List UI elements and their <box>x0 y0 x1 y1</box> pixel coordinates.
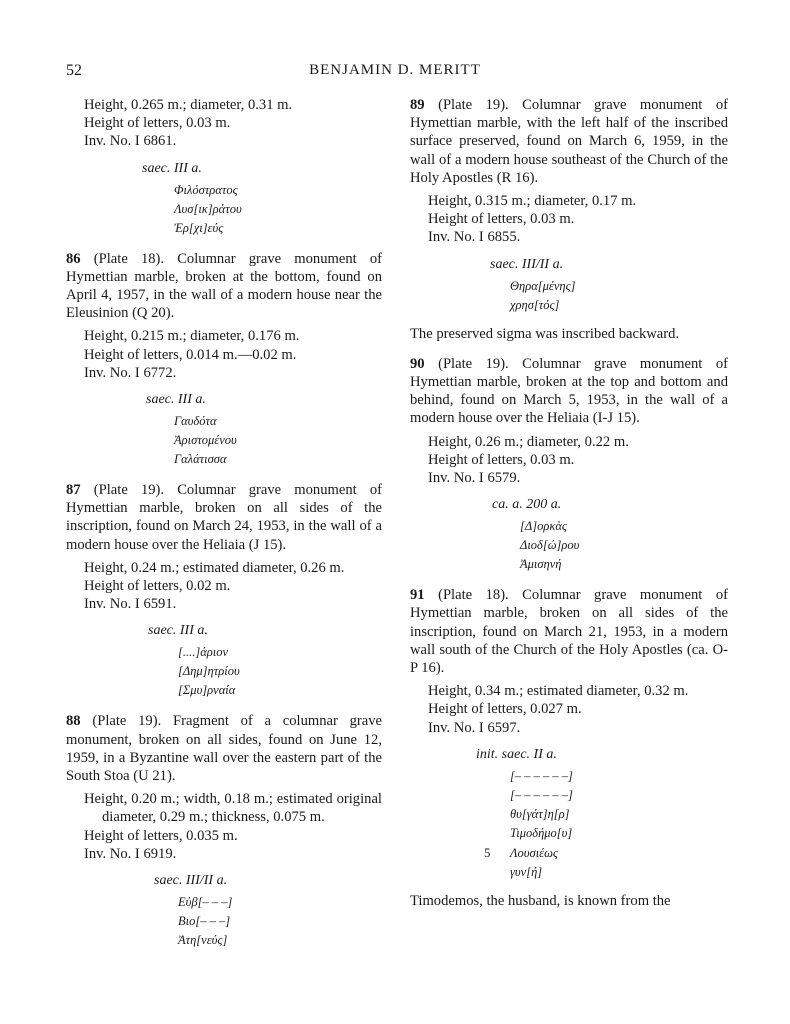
page-number: 52 <box>66 62 82 79</box>
inscription-line: [Δ]ορκὰς <box>520 519 567 534</box>
letter-height-line: Height of letters, 0.035 m. <box>84 827 238 844</box>
inscription-line: [– – – – – –] <box>510 787 573 802</box>
inscription-line: Ἀτη[νεύς] <box>178 933 228 948</box>
height-line: Height, 0.26 m.; diameter, 0.22 m. <box>428 433 629 450</box>
inscription-line: [– – – – – –] <box>510 768 573 783</box>
inventory-line: Inv. No. I 6579. <box>428 470 521 487</box>
entry-text: (Plate 19). Columnar grave monument of Hymettian marble, broken on all sides of the inscription, found on March 24, 1953, in the wall of a modern house over the Heliaia (J 15). <box>66 482 382 553</box>
entry-number: 87 <box>66 482 81 499</box>
line-number: 5 <box>484 844 491 860</box>
entry-text: (Plate 19). Columnar grave monument of Hymettian marble, with the left half of the inscribed surface preserved, found on March 6, 1959, in the wall of a modern house southeast of the Church of the Holy Apostles (R 16). <box>410 97 728 186</box>
letter-height-line: Height of letters, 0.02 m. <box>84 578 231 595</box>
inscription-line: θυ[γάτ]η[ρ] <box>510 806 570 821</box>
inscription-line: [....]άριον <box>178 645 229 660</box>
entry-87 <box>66 481 382 700</box>
height-line: Height, 0.24 m.; estimated diameter, 0.26 m. <box>84 559 345 576</box>
inventory-line: Inv. No. I 6861. <box>84 133 177 150</box>
inscription-text <box>410 277 728 315</box>
page-header <box>0 62 790 84</box>
inscription-line: Γαλάτισσα <box>174 452 227 467</box>
height-line: Height, 0.34 m.; estimated diameter, 0.32 m. <box>428 683 689 700</box>
inscription-line: χρησ[τός] <box>510 297 560 312</box>
inventory-line: Inv. No. I 6772. <box>84 364 177 381</box>
inventory-line: Inv. No. I 6919. <box>84 845 177 862</box>
height-line: Height, 0.315 m.; diameter, 0.17 m. <box>428 193 637 210</box>
date-line: saec. III/II a. <box>154 873 228 889</box>
inscription-line: Βιο[– – –] <box>178 914 231 929</box>
inscription-text <box>66 412 382 469</box>
entry-meta <box>410 192 728 247</box>
entry-number: 89 <box>410 97 425 113</box>
height-line: Height, 0.20 m.; width, 0.18 m.; estimated original diameter, 0.29 m.; thickness, 0.075 m. <box>84 791 382 826</box>
right-column <box>410 96 728 910</box>
inscription-line: Ἀμισηνή <box>520 557 562 572</box>
left-column <box>66 96 382 950</box>
inscription-line: Τιμοδήμο[υ] <box>510 825 573 840</box>
entry-91 <box>410 586 728 910</box>
entry-89 <box>410 96 728 343</box>
inventory-line: Inv. No. I 6591. <box>84 596 177 613</box>
inscription-line: Διοδ[ώ]ρου <box>520 538 580 553</box>
entry-meta <box>66 790 382 863</box>
entry-note: Timodemos, the husband, is known from the <box>410 892 671 909</box>
inscription-line: Γαυδότα <box>174 414 217 429</box>
inscription-line: Ἀριστομένου <box>174 433 237 448</box>
date-line: ca. a. 200 a. <box>492 497 562 513</box>
inscription-text <box>66 893 382 950</box>
date-line: saec. III a. <box>148 623 208 639</box>
letter-height-line: Height of letters, 0.014 m.—0.02 m. <box>84 346 297 363</box>
letter-height-line: Height of letters, 0.03 m. <box>428 451 575 468</box>
entry-number: 91 <box>410 587 425 604</box>
entry-number: 86 <box>66 250 81 267</box>
entry-number: 90 <box>410 355 425 372</box>
letter-height-line: Height of letters, 0.027 m. <box>428 701 582 718</box>
date-line: saec. III a. <box>146 392 206 408</box>
entry-number: 88 <box>66 713 81 730</box>
entry-88 <box>66 712 382 950</box>
entry-description <box>410 586 728 677</box>
entry-text: (Plate 19). Columnar grave monument of Hymettian marble, broken at the top and bottom and behind, found on March 5, 1953, in the wall of a modern house over the Heliaia (I-J 15). <box>410 355 728 427</box>
entry-description <box>410 355 728 428</box>
entry-90 <box>410 355 728 574</box>
inscription-line: [Δημ]ητρίου <box>178 664 240 679</box>
letter-height-line: Height of letters, 0.03 m. <box>84 115 231 132</box>
inscription-line: Φιλόστρατος <box>174 182 238 197</box>
inventory-line: Inv. No. I 6855. <box>428 229 521 246</box>
entry-note: The preserved sigma was inscribed backward. <box>410 325 680 342</box>
entry-text: (Plate 18). Columnar grave monument of Hymettian marble, broken on all sides of the inscription, found on March 21, 1953, in a modern wall south of the Church of the Holy Apostles (ca. O-P 16). <box>410 587 728 677</box>
inventory-line: Inv. No. I 6597. <box>428 719 521 736</box>
height-line: Height, 0.215 m.; diameter, 0.176 m. <box>84 328 300 345</box>
entry-meta <box>410 433 728 488</box>
entry-description <box>66 712 382 785</box>
inscription-text <box>66 643 382 700</box>
letter-height-line: Height of letters, 0.03 m. <box>428 211 575 228</box>
inscription-text <box>410 767 728 882</box>
entry-text: (Plate 18). Columnar grave monument of Hymettian marble, broken at the bottom, found on April 4, 1957, in the wall of a modern house near the Eleusinion (Q 20). <box>66 250 382 322</box>
inscription-line-text: Λουσιέως <box>510 845 558 860</box>
entry-meta <box>66 559 382 614</box>
inscription-line: Εὐβ[– – –] <box>178 895 233 910</box>
entry-86 <box>66 250 382 469</box>
entry-meta <box>66 327 382 382</box>
inscription-line: Λυσ[ικ]ράτου <box>174 201 242 216</box>
inscription-line: Ἐρ[χι]εύς <box>174 220 224 235</box>
height-line: Height, 0.265 m.; diameter, 0.31 m. <box>84 97 293 113</box>
entry-85-continued <box>66 96 382 238</box>
entry-meta <box>410 682 728 737</box>
running-head: BENJAMIN D. MERITT <box>309 62 481 78</box>
entry-description <box>66 481 382 554</box>
inscription-text <box>410 517 728 574</box>
inscription-line: γυν[ή] <box>510 864 543 879</box>
date-line: init. saec. II a. <box>476 746 557 762</box>
inscription-line <box>484 843 728 863</box>
inscription-line: Θηρα[μένης] <box>510 278 576 293</box>
entry-description <box>66 250 382 323</box>
entry-meta <box>66 96 382 151</box>
inscription-line: [Σμυ]ρναία <box>178 683 236 698</box>
entry-text: (Plate 19). Fragment of a columnar grave monument, broken on all sides, found on June 12, 1959, in a Byzantine wall over the eastern part of the South Stoa (U 21). <box>66 713 382 785</box>
entry-description <box>410 96 728 187</box>
date-line: saec. III a. <box>142 160 202 176</box>
date-line: saec. III/II a. <box>490 256 564 272</box>
inscription-text <box>66 181 382 238</box>
